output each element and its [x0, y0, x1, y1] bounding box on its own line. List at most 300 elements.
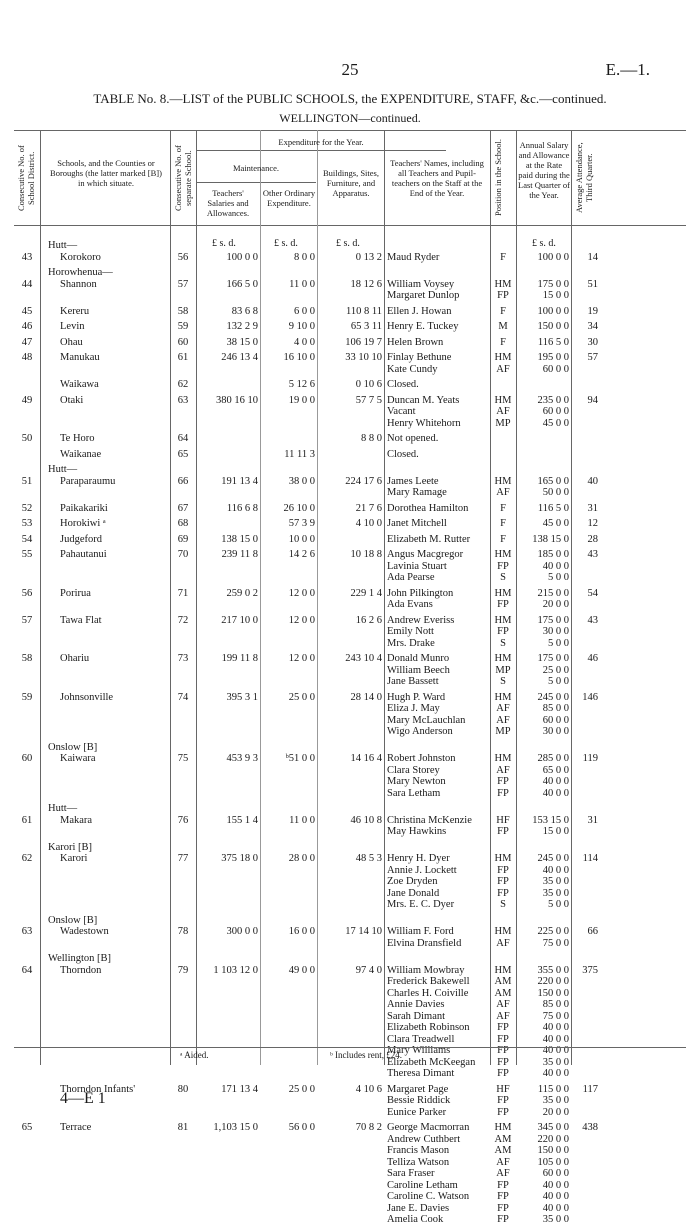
signature-mark: 4—E 1: [60, 1090, 106, 1107]
district-number: 45: [21, 305, 33, 317]
teacher-position: FP: [497, 290, 509, 301]
teacher-salary: 5 0 0: [548, 572, 569, 583]
school-name: Waikawa: [60, 379, 99, 390]
school-name: Ohau: [60, 336, 83, 348]
district-number: 48: [21, 352, 33, 363]
teacher-position: AF: [496, 1010, 510, 1022]
teacher-position: F: [500, 533, 506, 545]
teacher-salary: 5 0 0: [548, 676, 569, 687]
teacher-salary: 85 0 0: [542, 703, 569, 714]
teacher-position: AM: [494, 976, 512, 987]
school-number: 78: [177, 926, 189, 937]
teacher-name: Eliza J. May: [387, 703, 440, 714]
salaries-amount: 38 15 0: [226, 336, 258, 348]
teacher-salary: 153 15 0: [532, 814, 569, 826]
school-number: 57: [177, 278, 189, 290]
teacher-salary: 20 0 0: [542, 599, 569, 610]
school-name: Makara: [60, 814, 93, 826]
attendance: 14: [587, 251, 598, 263]
teacher-name: Amelia Cook: [387, 1214, 444, 1225]
teacher-position: MP: [495, 726, 511, 737]
salaries-amount: 155 1 4: [226, 814, 258, 826]
teacher-name: Ellen J. Howan: [387, 305, 452, 317]
teacher-position: HM: [494, 691, 512, 703]
expenditure-rule: [196, 150, 446, 151]
teacher-salary: 245 0 0: [537, 853, 569, 864]
teacher-position: FP: [497, 1056, 509, 1068]
teacher-salary: 220 0 0: [537, 1133, 569, 1145]
other-expenditure: 12 0 0: [288, 614, 315, 626]
teacher-name: Bessie Riddick: [387, 1095, 451, 1106]
school-name: Kaiwara: [60, 753, 96, 764]
salaries-amount: 375 18 0: [221, 853, 258, 864]
teacher-position: HM: [494, 475, 512, 487]
buildings-amount: 46 10 8: [350, 814, 382, 826]
teacher-position: FP: [497, 787, 509, 799]
teacher-name: Duncan M. Yeats: [387, 394, 460, 406]
buildings-amount: 57 7 5: [355, 394, 382, 406]
teacher-salary: 15 0 0: [542, 826, 569, 837]
teacher-name: Zoe Dryden: [387, 876, 438, 887]
teacher-name: Mrs. E. C. Dyer: [387, 899, 455, 910]
header-bottom-rule: [14, 225, 686, 226]
teacher-name: Dorothea Hamilton: [387, 502, 469, 514]
county-name: Onslow [B]: [48, 741, 98, 753]
teacher-name: Caroline C. Watson: [387, 1191, 470, 1202]
attendance: 31: [587, 502, 598, 514]
district-number: 51: [21, 475, 33, 487]
teacher-name: Mary McLauchlan: [387, 714, 466, 726]
salaries-amount: 217 10 0: [221, 614, 258, 626]
district-heading: WELLINGTON—continued.: [279, 111, 421, 125]
teacher-salary: 175 0 0: [537, 278, 569, 290]
teacher-salary: 195 0 0: [537, 352, 569, 363]
teacher-salary: 45 0 0: [542, 417, 569, 429]
district-number: 50: [21, 433, 33, 444]
salaries-amount: 259 0 2: [226, 587, 258, 599]
school-name: Pahautanui: [60, 549, 107, 560]
attendance: 12: [587, 518, 598, 529]
buildings-amount: 21 7 6: [355, 502, 382, 514]
other-expenditure: 6 0 0: [294, 305, 315, 317]
teacher-name: Finlay Bethune: [387, 352, 452, 363]
salaries-amount: 239 11 8: [221, 549, 258, 560]
teacher-position: HM: [494, 614, 512, 626]
attendance: 375: [582, 964, 598, 976]
teacher-position: M: [498, 321, 508, 332]
county-name: Onslow [B]: [48, 914, 98, 926]
teacher-name: James Leete: [387, 475, 439, 487]
teacher-position: AM: [494, 1133, 512, 1145]
attendance: 117: [582, 1083, 598, 1095]
teacher-salary: 35 0 0: [542, 1214, 569, 1225]
teacher-salary: 40 0 0: [542, 1191, 569, 1202]
teacher-name: Angus Macgregor: [387, 549, 464, 560]
salaries-amount: 453 9 3: [226, 753, 258, 764]
table-title: TABLE No. 8.—LIST of the PUBLIC SCHOOLS, the EXPENDITURE, STAFF, &c.—continued.: [93, 91, 607, 106]
other-expenditure: 49 0 0: [288, 964, 315, 976]
col-divider: [260, 130, 261, 1065]
salaries-amount: 300 0 0: [226, 926, 258, 937]
teacher-salary: 138 15 0: [532, 533, 569, 545]
attendance: 28: [587, 533, 598, 545]
salaries-amount: 191 13 4: [221, 475, 258, 487]
attendance: 43: [587, 614, 598, 626]
teacher-salary: 40 0 0: [542, 1033, 569, 1045]
teacher-position: FP: [497, 776, 509, 787]
teacher-position: HM: [494, 926, 512, 937]
buildings-amount: 97 4 0: [355, 964, 382, 976]
teacher-salary: 50 0 0: [542, 487, 569, 498]
col-header-maintenance: Maintenance.: [232, 163, 280, 173]
other-expenditure: 14 2 6: [288, 549, 315, 560]
school-number: 68: [177, 518, 189, 529]
teacher-salary: 175 0 0: [537, 614, 569, 626]
attendance: 31: [587, 814, 598, 826]
teacher-position: F: [500, 305, 506, 317]
teacher-position: FP: [497, 1214, 509, 1225]
attendance: 438: [582, 1122, 598, 1133]
teacher-name: Theresa Dimant: [387, 1068, 455, 1079]
teacher-name: Mary Newton: [387, 776, 446, 787]
teacher-salary: 35 0 0: [542, 887, 569, 899]
school-number: 63: [177, 394, 189, 406]
school-number: 67: [177, 502, 189, 514]
teacher-position: HM: [494, 352, 512, 363]
buildings-amount: 4 10 0: [355, 518, 382, 529]
teacher-position: HF: [496, 814, 510, 826]
footnote-a: ᵃ Aided.: [180, 1050, 209, 1060]
teacher-salary: 40 0 0: [542, 1068, 569, 1079]
teacher-salary: 60 0 0: [542, 363, 569, 375]
other-expenditure: 56 0 0: [288, 1122, 315, 1133]
units-annual: £ s. d.: [532, 238, 556, 249]
footnote-b: ᵇ Includes rent, £24.: [330, 1050, 403, 1060]
other-expenditure: 5 12 6: [288, 379, 315, 390]
col-header-attendance: Average Attendance, Third Quarter.: [574, 142, 594, 214]
teacher-name: William Beech: [387, 664, 450, 676]
teacher-position: F: [500, 336, 506, 348]
salaries-amount: 380 16 10: [216, 394, 258, 406]
teacher-position: AF: [496, 937, 510, 949]
teacher-position: FP: [497, 1202, 509, 1214]
teacher-position: F: [500, 518, 506, 529]
school-number: 66: [177, 475, 189, 487]
teacher-position: HM: [494, 753, 512, 764]
teacher-salary: 40 0 0: [542, 1179, 569, 1191]
teacher-name: Annie Davies: [387, 999, 445, 1010]
school-number: 60: [177, 336, 189, 348]
district-number: 55: [21, 549, 33, 560]
teacher-position: S: [500, 637, 506, 649]
teacher-position: MP: [495, 664, 511, 676]
teacher-salary: 60 0 0: [542, 406, 569, 417]
school-number: 62: [177, 379, 189, 390]
teacher-salary: 245 0 0: [537, 691, 569, 703]
teacher-salary: 40 0 0: [542, 787, 569, 799]
teacher-position: AF: [496, 487, 510, 498]
teacher-salary: 30 0 0: [542, 626, 569, 637]
salaries-amount: 246 13 4: [221, 352, 258, 363]
col-divider: [490, 130, 491, 1065]
other-expenditure: 10 0 0: [288, 533, 315, 545]
buildings-amount: 10 18 8: [350, 549, 382, 560]
teacher-position: FP: [497, 1033, 509, 1045]
teacher-name: Henry E. Tuckey: [387, 321, 459, 332]
teacher-position: FP: [497, 1106, 509, 1118]
school-name: Kereru: [60, 305, 90, 317]
teacher-position: MP: [495, 417, 511, 429]
teacher-position: HM: [494, 653, 512, 664]
teacher-name: William Voysey: [387, 278, 455, 290]
teacher-position: FP: [497, 876, 509, 887]
teacher-position: F: [500, 251, 506, 263]
district-number: 61: [21, 814, 33, 826]
teacher-position: HM: [494, 278, 512, 290]
school-name: Paikakariki: [60, 502, 108, 514]
county-name: Hutt—: [48, 464, 78, 475]
teacher-name: Frederick Bakewell: [387, 976, 470, 987]
attendance: 114: [582, 853, 598, 864]
other-expenditure: 16 10 0: [283, 352, 315, 363]
teacher-position: S: [500, 676, 506, 687]
teacher-salary: 100 0 0: [537, 251, 569, 263]
teacher-salary: 165 0 0: [537, 475, 569, 487]
school-name: Judgeford: [60, 533, 102, 545]
buildings-amount: 0 13 2: [355, 251, 382, 263]
school-number: 73: [177, 653, 189, 664]
salaries-amount: 116 6 8: [226, 502, 258, 514]
teacher-name: Emily Nott: [387, 626, 434, 637]
school-number: 81: [177, 1122, 189, 1133]
teacher-salary: 116 5 0: [537, 502, 569, 514]
teacher-position: HM: [494, 1122, 512, 1133]
district-number: 64: [21, 964, 33, 976]
buildings-amount: 0 10 6: [355, 379, 382, 390]
teacher-salary: 75 0 0: [542, 1010, 569, 1022]
county-name: Horowhenua—: [48, 267, 113, 278]
county-name: Hutt—: [48, 240, 78, 251]
col-header-teachers: Teachers' Names, including all Teachers and Pupil-teachers on the Staff at the End of the Year.: [390, 158, 484, 198]
teacher-name: Francis Mason: [387, 1145, 450, 1156]
school-name: Te Horo: [60, 433, 95, 444]
teacher-name: Sara Letham: [387, 787, 441, 799]
teacher-name: Lavinia Stuart: [387, 560, 447, 572]
district-number: 65: [21, 1122, 33, 1133]
table-top-rule: [14, 130, 686, 131]
other-expenditure: 28 0 0: [288, 853, 315, 864]
teacher-position: AM: [494, 1145, 512, 1156]
teacher-name: Andrew Cuthbert: [387, 1133, 461, 1145]
salaries-amount: 1 103 12 0: [213, 964, 258, 976]
salaries-amount: 138 15 0: [221, 533, 258, 545]
school-number: 61: [177, 352, 189, 363]
teacher-salary: 65 0 0: [542, 764, 569, 776]
teacher-salary: 60 0 0: [542, 1168, 569, 1179]
teacher-name: Henry Whitehorn: [387, 417, 461, 429]
teacher-salary: 355 0 0: [537, 964, 569, 976]
district-number: 46: [21, 321, 33, 332]
teacher-position: AF: [496, 406, 510, 417]
col-header-district-no: Consecutive No. of School District.: [16, 145, 36, 211]
teacher-position: FP: [497, 1191, 509, 1202]
school-name: Thorndon Infants': [60, 1083, 136, 1095]
col-divider: [317, 130, 318, 1065]
teacher-salary: 115 0 0: [537, 1083, 569, 1095]
teacher-position: FP: [497, 1068, 509, 1079]
attendance: 40: [587, 475, 598, 487]
teacher-position: HM: [494, 549, 512, 560]
teacher-position: AF: [496, 1168, 510, 1179]
teacher-name: Closed.: [387, 448, 419, 460]
teacher-name: Charles H. Coiville: [387, 987, 469, 999]
district-number: 54: [21, 533, 33, 545]
buildings-amount: 243 10 4: [345, 653, 382, 664]
teacher-position: FP: [497, 599, 509, 610]
other-expenditure: 16 0 0: [288, 926, 315, 937]
school-number: 58: [177, 305, 189, 317]
buildings-amount: 17 14 10: [345, 926, 382, 937]
school-name: Porirua: [60, 587, 91, 599]
district-number: 49: [21, 394, 33, 406]
teacher-name: Clara Storey: [387, 764, 440, 776]
district-number: 59: [21, 691, 33, 703]
school-number: 69: [177, 533, 189, 545]
teacher-salary: 185 0 0: [537, 549, 569, 560]
teacher-name: Ada Evans: [387, 599, 433, 610]
salaries-amount: 83 6 8: [231, 305, 258, 317]
county-name: Wellington [B]: [48, 953, 112, 964]
units-salaries: £ s. d.: [212, 238, 236, 249]
teacher-position: AF: [496, 1156, 510, 1168]
teacher-position: FP: [497, 887, 509, 899]
attendance: 57: [587, 352, 598, 363]
school-name: Korokoro: [60, 251, 101, 263]
teacher-name: Helen Brown: [387, 336, 444, 348]
other-expenditure: 11 0 0: [289, 814, 315, 826]
salaries-amount: 199 11 8: [221, 653, 258, 664]
maintenance-rule: [196, 182, 316, 183]
attendance: 19: [587, 305, 598, 317]
salaries-amount: 166 5 0: [226, 278, 258, 290]
teacher-name: Wigo Anderson: [387, 726, 453, 737]
buildings-amount: 48 5 3: [355, 853, 382, 864]
teacher-name: Donald Munro: [387, 653, 450, 664]
teacher-salary: 5 0 0: [548, 899, 569, 910]
other-expenditure: 25 0 0: [288, 691, 315, 703]
attendance: 43: [587, 549, 598, 560]
teacher-salary: 30 0 0: [542, 726, 569, 737]
teacher-salary: 5 0 0: [548, 637, 569, 649]
teacher-position: FP: [497, 1045, 509, 1056]
teacher-name: Vacant: [387, 406, 416, 417]
teacher-name: Janet Mitchell: [387, 518, 447, 529]
other-expenditure: 12 0 0: [288, 587, 315, 599]
buildings-amount: 33 10 10: [345, 352, 382, 363]
district-number: 52: [21, 502, 33, 514]
col-header-buildings: Buildings, Sites, Furniture, and Apparatus.: [323, 168, 379, 198]
teacher-salary: 60 0 0: [542, 714, 569, 726]
school-number: 65: [177, 448, 189, 460]
school-number: 64: [177, 433, 189, 444]
footnote-rule: [14, 1047, 686, 1048]
school-name: Ohariu: [60, 653, 90, 664]
other-expenditure: 11 11 3: [284, 448, 315, 460]
district-number: 53: [21, 518, 33, 529]
col-header-other: Other Ordinary Expenditure.: [262, 188, 316, 208]
school-name: Terrace: [60, 1122, 92, 1133]
school-number: 72: [177, 614, 189, 626]
teacher-salary: 40 0 0: [542, 864, 569, 876]
teacher-name: Annie J. Lockett: [387, 864, 457, 876]
teacher-name: Andrew Everiss: [387, 614, 455, 626]
teacher-name: Margaret Dunlop: [387, 290, 460, 301]
school-name: Horokiwi ᵃ: [60, 518, 106, 529]
school-number: 70: [177, 549, 189, 560]
school-name: Otaki: [60, 394, 84, 406]
teacher-name: Telliza Watson: [387, 1156, 450, 1168]
col-divider: [516, 130, 517, 1065]
teacher-name: Margaret Page: [387, 1083, 449, 1095]
salaries-amount: 100 0 0: [226, 251, 258, 263]
school-number: 80: [177, 1083, 189, 1095]
teacher-name: Mary Williams: [387, 1045, 451, 1056]
teacher-position: S: [500, 572, 506, 583]
teacher-name: Jane Bassett: [387, 676, 439, 687]
teacher-salary: 220 0 0: [537, 976, 569, 987]
district-number: 58: [21, 653, 33, 664]
col-header-salaries: Teachers' Salaries and Allowances.: [206, 188, 250, 218]
teacher-salary: 105 0 0: [537, 1156, 569, 1168]
teacher-position: AF: [496, 764, 510, 776]
teacher-salary: 85 0 0: [542, 999, 569, 1010]
attendance: 119: [582, 753, 598, 764]
teacher-salary: 45 0 0: [542, 518, 569, 529]
teacher-position: AF: [496, 714, 510, 726]
other-expenditure: 25 0 0: [288, 1083, 315, 1095]
buildings-amount: 110 8 11: [346, 305, 382, 317]
teacher-position: S: [500, 899, 506, 910]
school-number: 56: [177, 251, 189, 263]
document-code: E.—1.: [605, 60, 650, 79]
teacher-name: May Hawkins: [387, 826, 447, 837]
buildings-amount: 8 8 0: [361, 433, 382, 444]
teacher-salary: 225 0 0: [537, 926, 569, 937]
school-name: Thorndon: [60, 964, 102, 976]
school-number: 59: [177, 321, 189, 332]
county-name: Hutt—: [48, 803, 78, 814]
attendance: 46: [587, 653, 598, 664]
teacher-name: Mary Ramage: [387, 487, 447, 498]
teacher-salary: 150 0 0: [537, 321, 569, 332]
salaries-amount: 1,103 15 0: [213, 1122, 258, 1133]
teacher-salary: 150 0 0: [537, 1145, 569, 1156]
school-number: 77: [177, 853, 189, 864]
teacher-salary: 150 0 0: [537, 987, 569, 999]
school-number: 74: [177, 691, 189, 703]
school-name: Waikanae: [60, 448, 102, 460]
school-name: Johnsonville: [60, 691, 114, 703]
district-number: 43: [21, 251, 33, 263]
district-number: 47: [21, 336, 33, 348]
district-number: 60: [21, 753, 33, 764]
buildings-amount: 70 8 2: [355, 1122, 382, 1133]
salaries-amount: 395 3 1: [226, 691, 258, 703]
teacher-salary: 40 0 0: [542, 1022, 569, 1033]
buildings-amount: 224 17 6: [345, 475, 382, 487]
teacher-name: Caroline Letham: [387, 1179, 458, 1191]
teacher-salary: 35 0 0: [542, 1095, 569, 1106]
